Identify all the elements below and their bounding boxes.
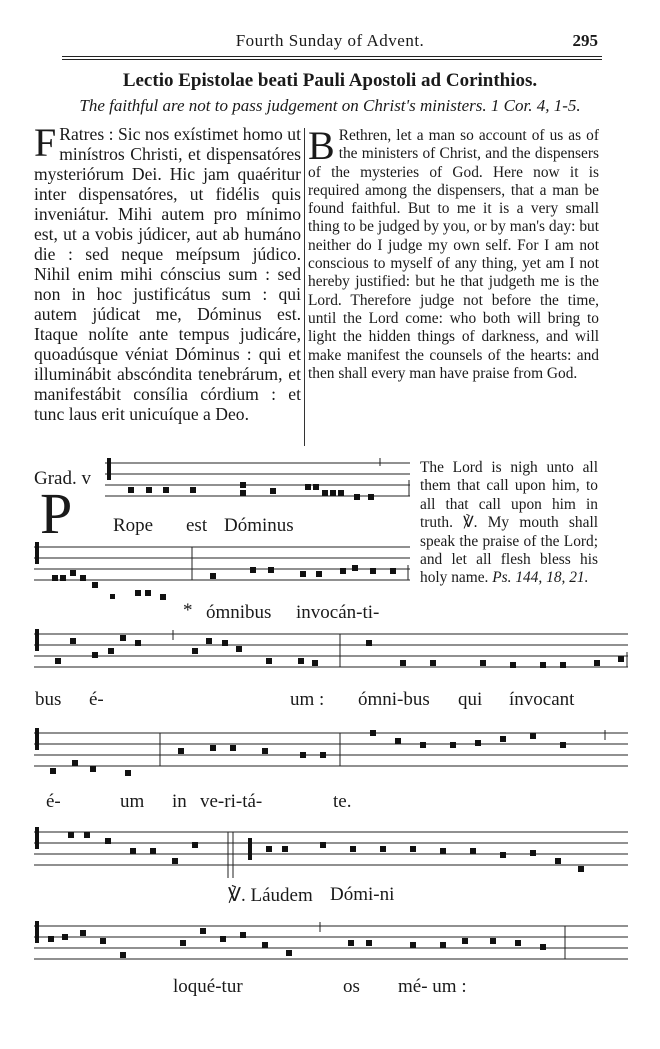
lyric-veritate: ve-ri-tá- [200, 791, 263, 812]
lyric-e1: é- [89, 689, 104, 710]
gradual-label: Grad. v [34, 468, 91, 489]
lyric-star: * [183, 600, 193, 621]
lyric-dominus: Dóminus [224, 515, 294, 536]
staff-4-neumes [35, 728, 566, 776]
lyric-e2: é- [46, 791, 61, 812]
staff-1-neumes [107, 458, 374, 500]
lyric-um1: um : [290, 689, 325, 710]
lectio-subtitle: The faithful are not to pass judgement on Christ's ministers. 1 Cor. 4, 1-5. [79, 96, 581, 115]
lyric-invocant: ínvocant [509, 689, 575, 710]
running-header-title: Fourth Sunday of Advent. [235, 31, 425, 50]
staff-5 [34, 832, 628, 878]
lyric-rope: Rope [113, 515, 154, 536]
lyric-um2: um [120, 791, 145, 812]
english-body: Rethren, let a man so account of us as of the ministers of Christ, and the dispensers of the mysteries of God. Here now it is required among the dispensers, that a man be found faithful. But to me it is a very small thing to be judged by you, or by man's day: but neither do I judge my own self. For I am not conscious to myself of any thing, yet am I not hereby justified: but he that judgeth me is the Lord. Therefore judge not before the time, until the Lord come: who both will bring to light the hidden things of darkness, and will make manifest the counsels of the hearts: and then shall every man have praise from God. [308, 127, 599, 382]
staff-4 [34, 730, 628, 766]
lyric-invocanti: invocán-ti- [296, 602, 380, 623]
english-drop-initial: B [308, 123, 335, 168]
lyric-est: est [186, 515, 208, 536]
gradual-reference: Ps. 144, 18, 21. [492, 569, 589, 587]
lyric-verse-laudem: ℣. Láudem [228, 885, 313, 906]
staff-2-neumes [35, 542, 396, 600]
lyric-domini: Dómi-ni [330, 884, 395, 905]
lectio-title: Lectio Epistolae beati Pauli Apostoli ad Corinthios. [122, 70, 538, 91]
lyric-bus: bus [35, 689, 62, 710]
staff-2 [34, 547, 410, 580]
lyric-os: os [343, 976, 360, 997]
lyric-omnibus: ómnibus [206, 602, 272, 623]
lyric-loquetur: loqué-tur [173, 976, 243, 997]
page-number: 295 [572, 31, 598, 50]
gradual-initial: P [40, 481, 73, 546]
latin-drop-initial: F [34, 120, 57, 165]
lyric-in: in [172, 791, 187, 812]
lyric-omnibus2: ómni-bus [358, 689, 430, 710]
gradual-english-body: The Lord is nigh unto all them that call upon him, to all that call upon him in truth. ℣. My mouth shall speak the praise of the Lord; and let all flesh bless his holy name. [420, 459, 598, 587]
lyric-meum: mé- um : [398, 976, 467, 997]
latin-body: Ratres : Sic nos exístimet homo ut minístros Christi, et dispensatóres mysteriórum Dei. Hic jam quaéritur inter dispensatóres, ut fidélis quis inveniátur. Mihi autem pro mínimo est, ut a vobis júdicer, aut ab humáno die : sed neque meípsum júdico. Nihil enim mihi cónscius sum : sed non in hoc justificátus sum : qui autem júdicat me, Dóminus est. Itaque nolíte ante tempus judicáre, quoadúsque véniat Dóminus : qui et illuminábit abscóndita tenebrárum, et manifestábit consília córdium : et tunc laus erit unicuíque a Deo. [34, 124, 301, 424]
staff-3-neumes [35, 629, 624, 668]
lyric-qui: qui [458, 689, 483, 710]
staff-6-neumes [35, 921, 546, 958]
lyric-te: te. [333, 791, 352, 812]
